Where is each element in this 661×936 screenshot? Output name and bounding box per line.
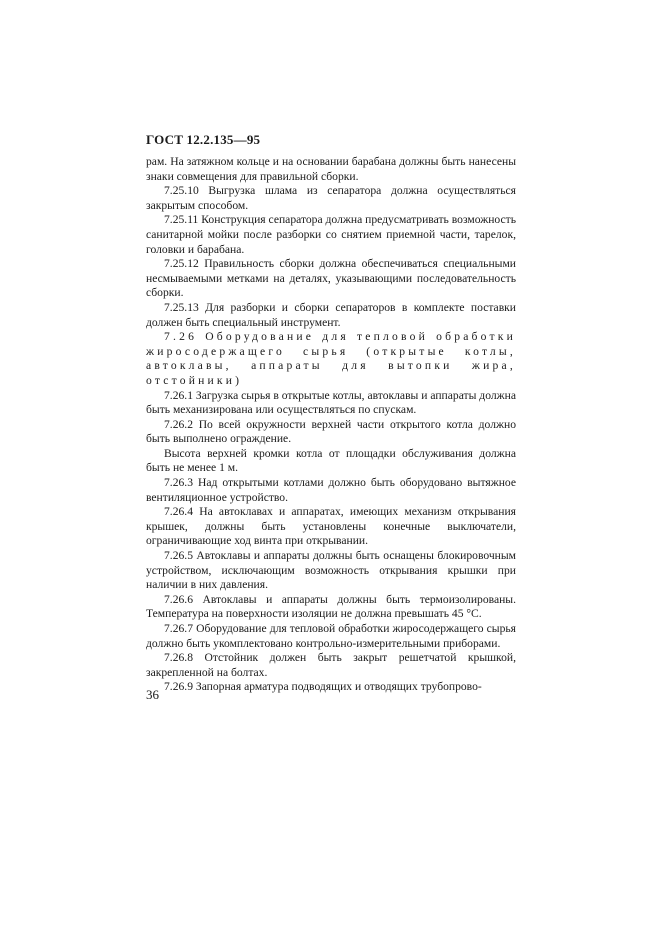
document-code-header: ГОСТ 12.2.135—95 <box>146 132 261 147</box>
document-body <box>146 155 516 695</box>
paragraph-7-26-8: 7.26.8 Отстойник должен быть закрыт решетчатой крышкой, закрепленной на болтах. <box>146 651 516 679</box>
paragraph-height-requirement: Высота верхней кромки котла от площадки обслуживания должна быть не менее 1 м. <box>146 446 516 475</box>
paragraph-7-26-9: 7.26.9 Запорная арматура подводящих и отводящих трубопрово- <box>164 680 482 694</box>
paragraph-7-26-7: 7.26.7 Оборудование для тепловой обработки жиросодержащего сырья должно быть укомплектовано контрольно-измерительными приборами. <box>146 622 516 650</box>
paragraph-7-26-3: 7.26.3 Над открытыми котлами должно быть оборудовано вытяжное вентиляционное устройство. <box>146 476 516 504</box>
section-heading-7-26: 7.26 Оборудование для тепловой обработки жиросодержащего сырья (открытые котлы, автоклавы, аппараты для вытопки жира, отстойники) <box>146 330 516 387</box>
paragraph-7-26-6: 7.26.6 Автоклавы и аппараты должны быть термоизолированы. Температура на поверхности изоляции не должна превышать 45 °С. <box>146 592 516 621</box>
paragraph-7-25-11: 7.25.11 Конструкция сепаратора должна предусматривать возможность санитарной мойки после разборки со снятием приемной части, тарелок, головки и барабана. <box>146 213 516 256</box>
paragraph-7-26-4: 7.26.4 На автоклавах и аппаратах, имеющих механизм открывания крышек, должны быть установлены конечные выключатели, ограничивающие ход винта при открывании. <box>146 505 516 548</box>
page-number: 36 <box>146 687 159 702</box>
paragraph-7-26-5: 7.26.5 Автоклавы и аппараты должны быть оснащены блокировочным устройством, исключающим возможность открывания крышки при наличии в них давления. <box>146 549 516 592</box>
paragraph-7-25-12: 7.25.12 Правильность сборки должна обеспечиваться специальными несмываемыми метками на деталях, указывающими последовательность сборки. <box>146 257 516 300</box>
paragraph-7-26-2: 7.26.2 По всей окружности верхней части открытого котла должно быть выполнено ограждение. <box>146 417 516 446</box>
paragraph-7-25-10: 7.25.10 Выгрузка шлама из сепаратора должна осуществляться закрытым способом. <box>146 184 516 212</box>
paragraph-continuation: рам. На затяжном кольце и на основании барабана должны быть нанесены знаки совмещения для правильной сборки. <box>146 155 516 183</box>
paragraph-7-26-1: 7.26.1 Загрузка сырья в открытые котлы, автоклавы и аппараты должна быть механизирована или осуществляться по спускам. <box>146 388 516 417</box>
paragraph-7-25-13: 7.25.13 Для разборки и сборки сепараторов в комплекте поставки должен быть специальный инструмент. <box>146 300 516 329</box>
